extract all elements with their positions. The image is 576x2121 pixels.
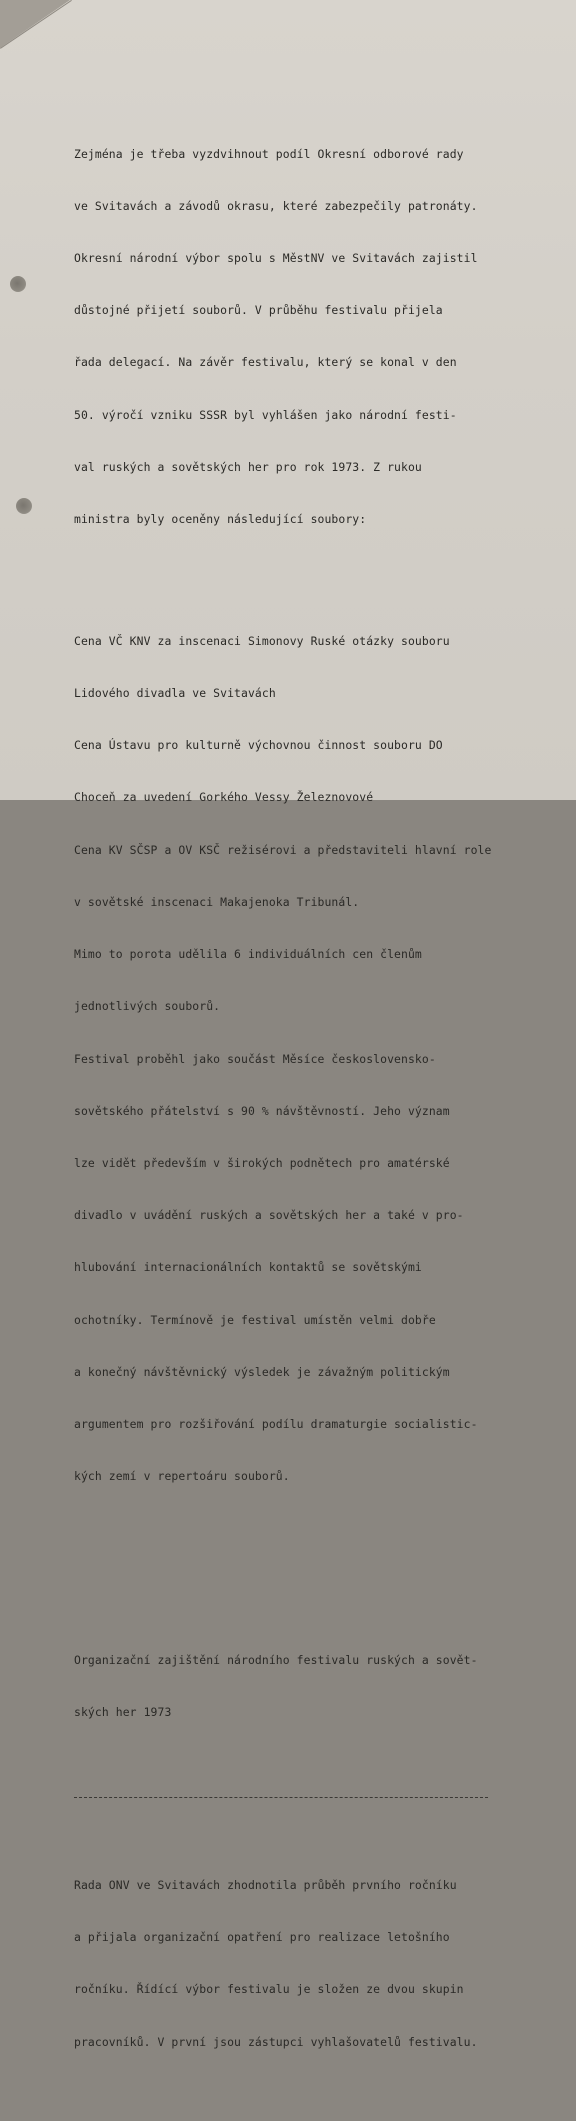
text-line: argumentem pro rozšiřování podílu dramaturgie socialistic-	[74, 1416, 478, 1431]
text-line: pracovníků. V první jsou zástupci vyhlašovatelů festivalu.	[74, 2034, 478, 2049]
text-line: hlubování internacionálních kontaktů se sovětskými	[74, 1260, 422, 1275]
heading-line: Organizační zajištění národního festivalu ruských a sovět-	[74, 1653, 478, 1668]
text-line: ochotníky. Termínově je festival umístěn velmi dobře	[74, 1312, 436, 1327]
text-line: ročníku. Řídící výbor festivalu je složen ze dvou skupin	[74, 1982, 464, 1997]
text-line: důstojné přijetí souborů. V průběhu festivalu přijela	[74, 303, 443, 318]
text-line: Festival proběhl jako součást Měsíce československo-	[74, 1051, 436, 1066]
text-line: Okresní národní výbor spolu s MěstNV ve Svitavách zajistil	[74, 251, 478, 266]
paragraph-organization	[74, 1842, 524, 2086]
text-line: řada delegací. Na závěr festivalu, který se konal v den	[74, 355, 457, 370]
text-line: ministra byly oceněny následující soubory:	[74, 512, 367, 527]
text-line: 50. výročí vzniku SSSR byl vyhlášen jako národní festi-	[74, 407, 457, 422]
text-line: Mimo to porota udělila 6 individuálních cen členům	[74, 947, 422, 962]
text-line: Cena VČ KNV za inscenaci Simonovy Ruské otázky souboru	[74, 633, 450, 648]
text-line: val ruských a sovětských her pro rok 1973. Z rukou	[74, 459, 422, 474]
text-line: Cena Ústavu pro kulturně výchovnou činnost souboru DO	[74, 738, 443, 753]
text-line: a konečný návštěvnický výsledek je závažným politickým	[74, 1364, 450, 1379]
heading-line: ských her 1973	[74, 1705, 172, 1720]
blank-line	[74, 1555, 524, 1572]
text-line: Lidového divadla ve Svitavách	[74, 686, 276, 701]
text-line: kých zemí v repertoáru souborů.	[74, 1469, 290, 1484]
text-line: divadlo v uvádění ruských a sovětských her a také v pro-	[74, 1208, 464, 1223]
text-line: Choceň za uvedení Gorkého Vessy Železnovové	[74, 790, 374, 805]
section-heading	[74, 1617, 524, 1756]
text-line: jednotlivých souborů.	[74, 999, 221, 1014]
text-line: v sovětské inscenaci Makajenoka Tribunál.	[74, 894, 360, 909]
text-line: lze vidět především v širokých podnětech pro amatérské	[74, 1155, 450, 1170]
text-line: Rada ONV ve Svitavách zhodnotila průběh prvního ročníku	[74, 1878, 457, 1892]
punch-hole-bottom	[16, 498, 32, 514]
paragraph-awards	[74, 598, 524, 1520]
text-line: ve Svitavách a závodů okrasu, které zabezpečily patronáty.	[74, 198, 478, 213]
dashed-underline	[74, 1797, 488, 1799]
punch-hole-top	[10, 276, 26, 292]
text-line: Cena KV SČSP a OV KSČ režisérovi a představiteli hlavní role	[74, 842, 492, 857]
text-line: a přijala organizační opatření pro realizace letošního	[74, 1930, 450, 1945]
text-line: sovětského přátelství s 90 % návštěvností. Jeho význam	[74, 1103, 450, 1118]
text-line: Zejména je třeba vyzdvihnout podíl Okresní odborové rady	[74, 146, 464, 161]
typed-text-body	[74, 76, 524, 2121]
paragraph-intro	[74, 111, 524, 563]
